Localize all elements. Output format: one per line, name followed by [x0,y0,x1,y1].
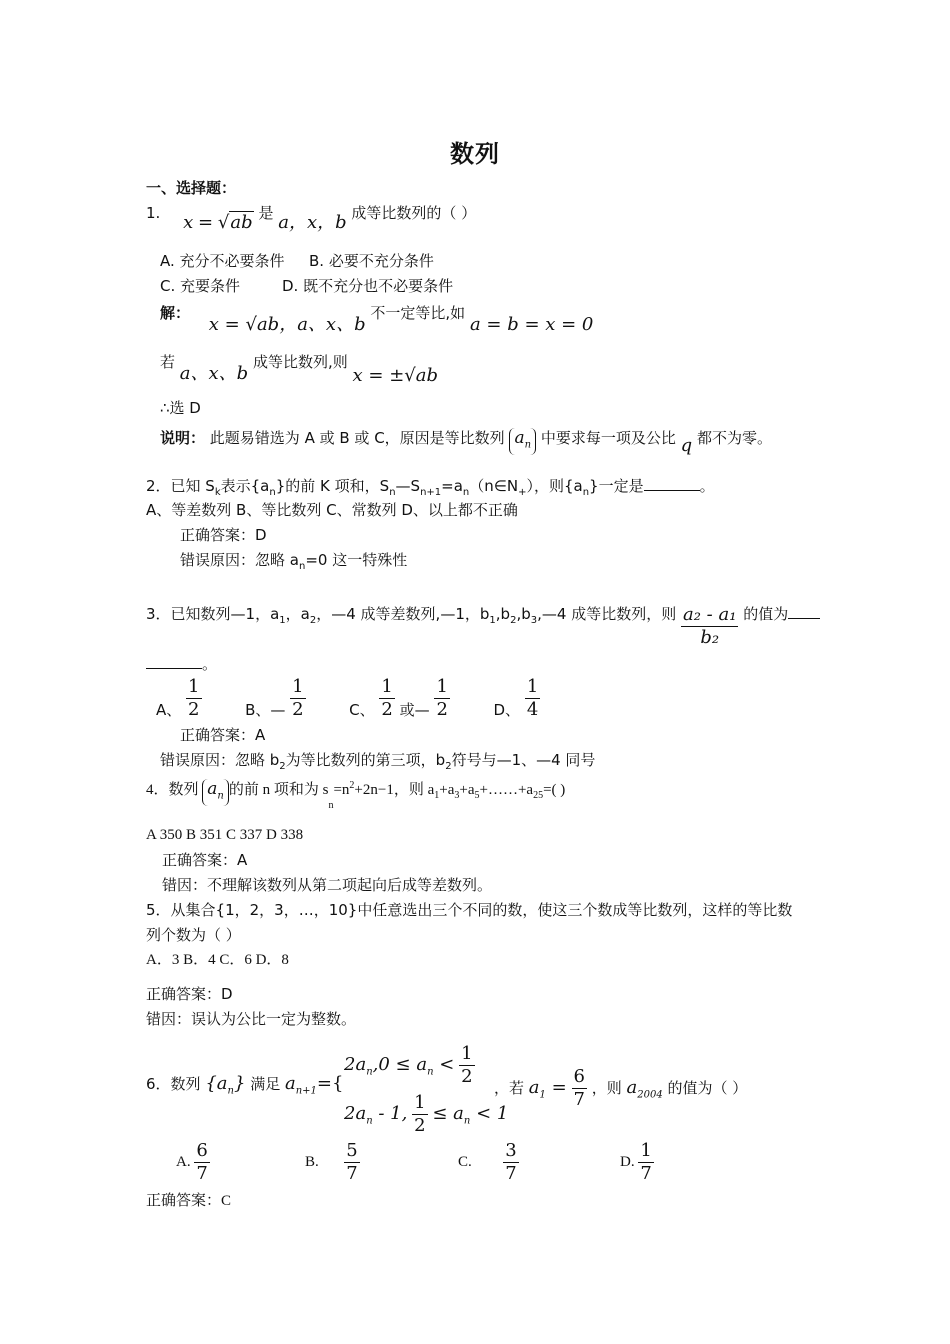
q3-blank-line [146,654,217,674]
q6-case2-sub: n [366,1115,373,1127]
q2-stem-part: 2．已知 S [146,477,215,495]
q6-opt-a-label: A. [176,1153,191,1170]
q6-option-d [620,1140,654,1186]
q6-stem [146,1074,343,1102]
frac-den: 2 [292,699,304,720]
q6-an-end: } [233,1073,246,1094]
q1-note-an-sub: n [524,439,532,451]
q6-answer: 正确答案：C [146,1193,232,1209]
q6-case2-mid: - 1, [372,1103,408,1124]
q4-reason: 错因：不理解该数列从第二项起向后成等差数列。 [162,876,493,894]
q6-eqbrace: ={ [316,1073,344,1094]
q2-stem-part: 表示{a [220,477,270,495]
q3-sub: 2 [510,615,517,626]
frac-num: 1 [188,676,200,697]
q3-opt-d-label: D、 [493,701,521,719]
q3-frac-den: b₂ [700,627,720,648]
q3-sub: 2 [309,615,317,626]
q6-an: {a [205,1073,228,1094]
q6-case2-lt: < 1 [470,1103,509,1124]
q4-an: a [207,779,218,799]
q2-reason [180,550,407,577]
q1-x: x [183,212,194,233]
q3-sub: 1 [279,615,286,626]
frac-den: 2 [436,699,448,720]
frac-num: 3 [505,1140,517,1161]
q2-blank [644,490,700,491]
frac-num: 1 [640,1140,652,1161]
q6-opt-a-frac [194,1140,209,1185]
q2-sub: k [214,487,221,498]
q1-stem: 1. x = √ab 是 a，x，b 成等比数列的（ ） [146,204,477,233]
q6-case1-sub: n [366,1066,373,1078]
q2-options: A、等差数列 B、等比数列 C、常数列 D、以上都不正确 [146,501,518,519]
frac-num: 1 [461,1043,473,1064]
q4-stem-part: +a [439,782,455,798]
q6-lhs-sub: n+1 [295,1085,317,1097]
q3-reason-part: 为等比数列的第三项，b [285,751,446,769]
q2-stem-end: 。 [699,477,715,495]
frac-num: 5 [346,1140,358,1161]
frac-den: 4 [526,699,539,720]
q3-stem-part: 3．已知数列—1，a [146,605,280,623]
q4-sub: 25 [533,790,544,801]
q1-solution-eq: a = b = x = 0 [469,314,594,335]
frac-num: 6 [196,1140,208,1161]
q3-stem-part: ，a [285,605,310,623]
q5-reason: 错因：误认为公比一定为整数。 [146,1010,357,1028]
q3-options [156,676,540,722]
frac-den: 7 [505,1163,517,1184]
frac-den: 2 [414,1115,426,1136]
frac-num: 1 [292,676,304,697]
q3-opt-c-label: C、 [349,701,375,719]
q3-opt-a-frac [186,676,201,721]
q2-sub: n+1 [420,487,442,498]
q3-opt-c-or: 或— [399,701,430,719]
frac-num: 6 [573,1066,585,1087]
q1-eq: = [198,212,214,233]
q1-solution-line2 [160,352,439,386]
frac-num: 1 [436,676,448,697]
frac-den: 2 [381,699,393,720]
q2-stem-part: ），则{a [526,477,583,495]
q2-sub: n [389,487,396,498]
q6-opt-d-label: D. [620,1153,635,1170]
q1-if: 若 [160,353,176,371]
q3-answer: 正确答案：A [180,726,266,744]
q6-a2004: a [626,1077,638,1098]
q3-opt-d-frac [525,676,540,721]
q3-sub: 1 [489,615,496,626]
q3-stem-part: ,b [495,605,511,623]
q2-stem-part: }一定是 [589,477,644,495]
q3-stem [146,592,820,648]
q2-reason-part: =0 这一特殊性 [305,551,408,569]
q4-sup: 2 [349,780,355,791]
q6-option-a [176,1140,210,1186]
section-heading: 一、选择题： [146,179,237,197]
q3-blank [788,618,820,619]
q5-stem2: 列个数为（ ） [146,926,241,944]
q2-reason-part: 错误原因：忽略 a [180,551,299,569]
q6-case1-cond-sub: n [427,1066,434,1078]
q6-case2-a: 2a [344,1103,367,1124]
q6-a1-frac [572,1066,587,1111]
q6-case2-cond-sub: n [463,1115,471,1127]
q4-stem-part: 4．数列 [146,782,199,798]
frac-den: 2 [188,699,200,720]
q6-opt-b-frac [344,1140,359,1185]
q6-lhs: a [285,1073,296,1094]
q2-sub: + [518,487,527,498]
frac-den: 7 [346,1163,358,1184]
q6-tail: 的值为（ ） [667,1079,748,1097]
q6-case2-cond: ≤ a [432,1103,464,1124]
q6-case1-a: 2a [344,1054,367,1075]
q6-case2 [344,1092,508,1137]
q6-option-b [305,1140,360,1186]
q6-a1-eq: = [545,1077,567,1098]
q4-s-sub: n [328,800,334,811]
q6-an-sub: n [227,1085,234,1097]
q1-vars: a，x，b [278,212,347,233]
q6-case1-lt: < [433,1054,455,1075]
q1-note-label: 说明： [160,429,206,447]
q3-reason-sub: 2 [279,761,286,772]
q6-opt-d-frac [638,1140,653,1185]
q6-condition [494,1066,747,1111]
q2-stem-part: （n∈N [469,477,519,495]
q1-solution-line1 [160,303,594,335]
q1-note [160,428,772,455]
frac-den: 7 [573,1089,585,1110]
q1-note-text2: 中要求每一项及公比 [540,429,676,447]
q4-stem-part: =( ) [543,782,566,798]
q4-stem-part: +2n−1，则 a [354,782,435,798]
q4-stem-part: =n [333,782,350,798]
frac-num: 1 [526,676,539,697]
q4-sub: 5 [474,790,480,801]
q4-an-sub: n [217,790,224,802]
q2-stem-part: =a [441,477,463,495]
q6-option-c [458,1140,519,1186]
page-title: 数列 [450,140,500,168]
frac-den: 2 [461,1066,473,1087]
q3-end: 。 [202,655,218,673]
q6-opt-b-label: B. [305,1153,319,1170]
q3-opt-c-frac [379,676,394,721]
q6-a2004-sub: 2004 [637,1089,663,1101]
q3-stem-part: ，—4 成等差数列,—1，b [316,605,490,623]
q1-note-q: q [680,435,693,456]
q1-note-text: 此题易错选为 A 或 B 或 C，原因是等比数列 [209,429,505,447]
frac-num: 1 [381,676,393,697]
q1-number: 1. [146,204,161,222]
q6-stem-part: 6．数列 [146,1075,201,1093]
q1-solution2-eq: x = ±√ab [352,365,439,386]
q4-stem [146,776,566,811]
q3-blank-cont [146,668,202,669]
q1-option-d: D. 既不充分也不必要条件 [282,277,454,295]
q2-sub: n [582,487,590,498]
q6-opt-c-label: C. [458,1153,472,1170]
q3-opt-a-label: A、 [156,701,182,719]
q6-case1-frac [459,1043,474,1088]
q6-a1-sub: 1 [539,1089,546,1101]
q6-then: ，则 [591,1079,622,1097]
q1-sqrt-ab: ab [230,212,253,233]
q1-therefore: ∴选 D [160,399,201,417]
q1-option-b: B. 必要不充分条件 [309,252,434,270]
q1-note-an: a [514,428,525,448]
q3-opt-c-frac2 [434,676,449,721]
q3-stem-part: 的值为 [743,605,789,623]
q1-option-c: C. 充要条件 [160,277,241,295]
q2-stem-part: }的前 K 项和，S [275,477,390,495]
q2-sub: n [462,487,470,498]
q5-stem: 5．从集合{1，2，3，…，10}中任意选出三个不同的数，使这三个数成等比数列，这样的等比数 [146,901,793,919]
q1-note-text3: 都不为零。 [696,429,772,447]
q1-solution-math: x = √ab，a、x、b [208,314,366,335]
q4-stem-part: +……+a [479,782,534,798]
q4-stem-part: +a [459,782,475,798]
q2-answer: 正确答案：D [180,526,267,544]
q6-a1: a [528,1077,540,1098]
q1-tail: 成等比数列的（ ） [351,204,477,222]
q1-is: 是 [258,204,274,222]
q3-opt-b-label: B、— [245,701,286,719]
q3-fraction [681,604,738,649]
q3-reason-part: 错误原因：忽略 b [160,751,280,769]
q1-solution2-vars: a、x、b [179,363,249,384]
q3-sub: 3 [530,615,538,626]
q5-answer: 正确答案：D [146,985,233,1003]
q1-solution-label: 解： [160,304,191,322]
frac-den: 7 [196,1163,208,1184]
q1-option-a: A. 充分不必要条件 [160,252,285,270]
q6-mid: ，若 [494,1079,525,1097]
q4-sub: 1 [434,790,440,801]
q6-case1 [344,1043,475,1088]
q2-stem-part: —S [395,477,421,495]
q3-opt-b-frac [290,676,305,721]
q2-stem [146,476,715,503]
q3-stem-part: ,—4 成等比数列，则 [537,605,677,623]
q1-solution2-text: 成等比数列,则 [252,353,348,371]
q5-options: A．3 B．4 C．6 D．8 [146,952,289,968]
q3-stem-part: ,b [516,605,531,623]
q4-sub: 3 [454,790,460,801]
q1-solution-text: 不一定等比,如 [370,304,466,322]
q4-options: A 350 B 351 C 337 D 338 [146,827,304,843]
q3-frac-num: a₂ - a₁ [682,604,737,625]
frac-num: 1 [414,1092,426,1113]
q6-case1-cond: ,0 ≤ a [372,1054,428,1075]
q2-reason-sub: n [298,561,306,572]
q6-case2-frac [412,1092,427,1137]
q3-reason-part: 符号与—1、—4 同号 [451,751,596,769]
q3-reason [160,750,595,777]
q2-sub: n [269,487,276,498]
q6-stem-part: 满足 [250,1075,281,1093]
q4-answer: 正确答案：A [162,851,248,869]
q6-opt-c-frac [503,1140,518,1185]
frac-den: 7 [640,1163,652,1184]
q4-stem-part: 的前 n 项和为 s [228,782,329,798]
q3-reason-sub: 2 [445,761,452,772]
